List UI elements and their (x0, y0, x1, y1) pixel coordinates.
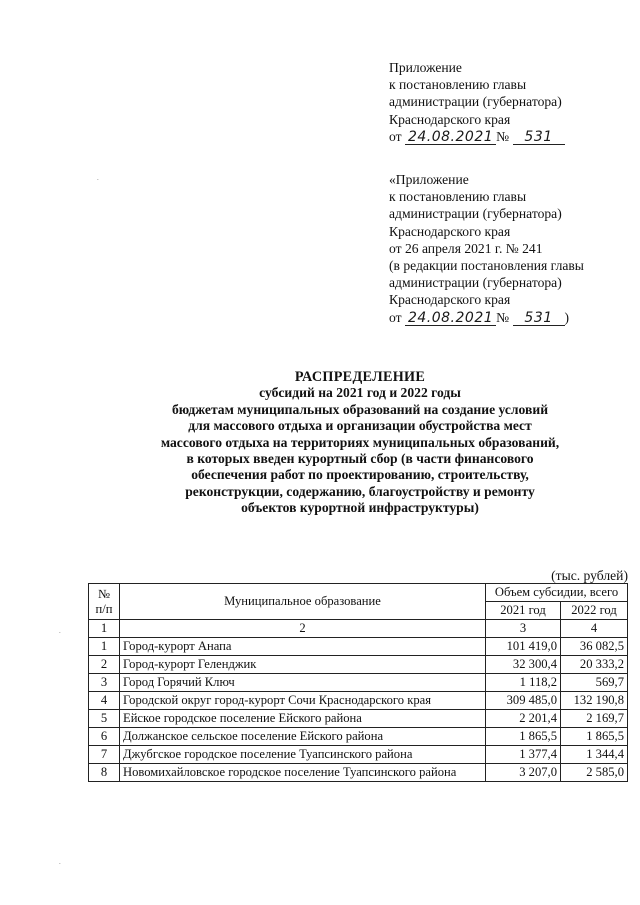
appendix-line: (в редакции постановления главы (389, 258, 584, 274)
column-index: 2 (120, 620, 486, 638)
table-row (89, 656, 628, 674)
row-number: 6 (89, 728, 120, 746)
title-line: субсидий на 2021 год и 2022 годы (259, 385, 461, 401)
row-value-2022: 1 865,5 (561, 728, 628, 746)
row-value-2022: 1 344,4 (561, 746, 628, 764)
units-label: (тыс. рублей) (551, 568, 628, 583)
column-index: 1 (89, 620, 120, 638)
closing-bracket: ) (564, 309, 570, 325)
header-year-2022: 2022 год (561, 602, 628, 620)
row-number: 7 (89, 746, 120, 764)
appendix-line: Краснодарского края (389, 292, 511, 308)
row-value-2022: 2 169,7 (561, 710, 628, 728)
row-value-2021: 32 300,4 (486, 656, 561, 674)
row-value-2021: 1 118,2 (486, 674, 561, 692)
row-municipality: Ейское городское поселение Ейского района (120, 710, 486, 728)
appendix-line: администрации (губернатора) (389, 275, 562, 291)
row-value-2021: 101 419,0 (486, 638, 561, 656)
row-number: 4 (89, 692, 120, 710)
row-number: 8 (89, 764, 120, 782)
appendix-date-line (389, 309, 584, 326)
row-number: 2 (89, 656, 120, 674)
appendix-line: администрации (губернатора) (389, 206, 562, 222)
appendix-line: к постановлению главы (389, 189, 527, 205)
handwritten-number: 531 (513, 130, 565, 145)
row-municipality: Джубгское городское поселение Туапсинского района (120, 746, 486, 764)
scan-dot: . (59, 627, 61, 635)
from-prefix: от (389, 128, 402, 144)
column-index: 3 (486, 620, 561, 638)
title-line: обеспечения работ по проектированию, строительству, (191, 467, 529, 483)
table-row (89, 746, 628, 764)
row-value-2022: 2 585,0 (561, 764, 628, 782)
row-municipality: Город Горячий Ключ (120, 674, 486, 692)
row-value-2022: 569,7 (561, 674, 628, 692)
row-value-2021: 309 485,0 (486, 692, 561, 710)
row-municipality: Новомихайловское городское поселение Туапсинского района (120, 764, 486, 782)
title-line: реконструкции, содержанию, благоустройству и ремонту (185, 483, 535, 499)
row-number: 1 (89, 638, 120, 656)
handwritten-date: 24.08.2021 (405, 311, 496, 326)
handwritten-number: 531 (513, 311, 565, 326)
scan-dot: . (97, 174, 99, 182)
title-line: бюджетам муниципальных образований на создание условий (171, 401, 549, 417)
header-number: № п/п (89, 584, 120, 620)
appendix-line: Приложение (389, 60, 462, 75)
header-total: Объем субсидии, всего (486, 584, 628, 602)
row-municipality: Городской округ город-курорт Сочи Краснодарского края (120, 692, 486, 710)
table-row (89, 728, 628, 746)
number-sign: № (496, 128, 510, 144)
appendix-line: администрации (губернатора) (389, 94, 562, 110)
title-heading: РАСПРЕДЕЛЕНИЕ (294, 369, 426, 385)
appendix-line: к постановлению главы (389, 77, 527, 93)
row-value-2021: 3 207,0 (486, 764, 561, 782)
row-value-2022: 132 190,8 (561, 692, 628, 710)
table-row (89, 764, 628, 782)
title-line: массового отдыха на территориях муниципальных образований, (160, 434, 560, 450)
table-row (89, 674, 628, 692)
row-municipality: Город-курорт Анапа (120, 638, 486, 656)
table-row (89, 710, 628, 728)
row-value-2021: 1 377,4 (486, 746, 561, 764)
header-municipality: Муниципальное образование (120, 584, 486, 620)
row-value-2022: 20 333,2 (561, 656, 628, 674)
row-municipality: Должанское сельское поселение Ейского района (120, 728, 486, 746)
title-line: для массового отдыха и организации обустройства мест (188, 418, 532, 434)
subsidy-table (88, 583, 628, 782)
handwritten-date: 24.08.2021 (405, 130, 496, 145)
row-value-2021: 2 201,4 (486, 710, 561, 728)
column-index: 4 (561, 620, 628, 638)
header-year-2021: 2021 год (486, 602, 561, 620)
column-index-row (89, 620, 628, 638)
appendix-line: «Приложение (389, 172, 469, 187)
appendix-header-current (389, 59, 565, 145)
table-row (89, 638, 628, 656)
appendix-date-line (389, 128, 565, 145)
from-prefix: от (389, 309, 402, 325)
appendix-line: Краснодарского края (389, 111, 511, 127)
table-row (89, 692, 628, 710)
appendix-line: Краснодарского края (389, 223, 511, 239)
row-value-2021: 1 865,5 (486, 728, 561, 746)
number-sign: № (496, 309, 510, 325)
row-municipality: Город-курорт Геленджик (120, 656, 486, 674)
title-line: объектов курортной инфраструктуры) (241, 500, 479, 516)
scan-dot: . (59, 858, 61, 866)
table-header-row (89, 584, 628, 602)
row-number: 3 (89, 674, 120, 692)
row-number: 5 (89, 710, 120, 728)
row-value-2022: 36 082,5 (561, 638, 628, 656)
title-line: в которых введен курортный сбор (в части финансового (186, 451, 534, 467)
appendix-header-previous (389, 171, 584, 326)
appendix-line: от 26 апреля 2021 г. № 241 (389, 240, 543, 256)
document-title (80, 369, 640, 517)
